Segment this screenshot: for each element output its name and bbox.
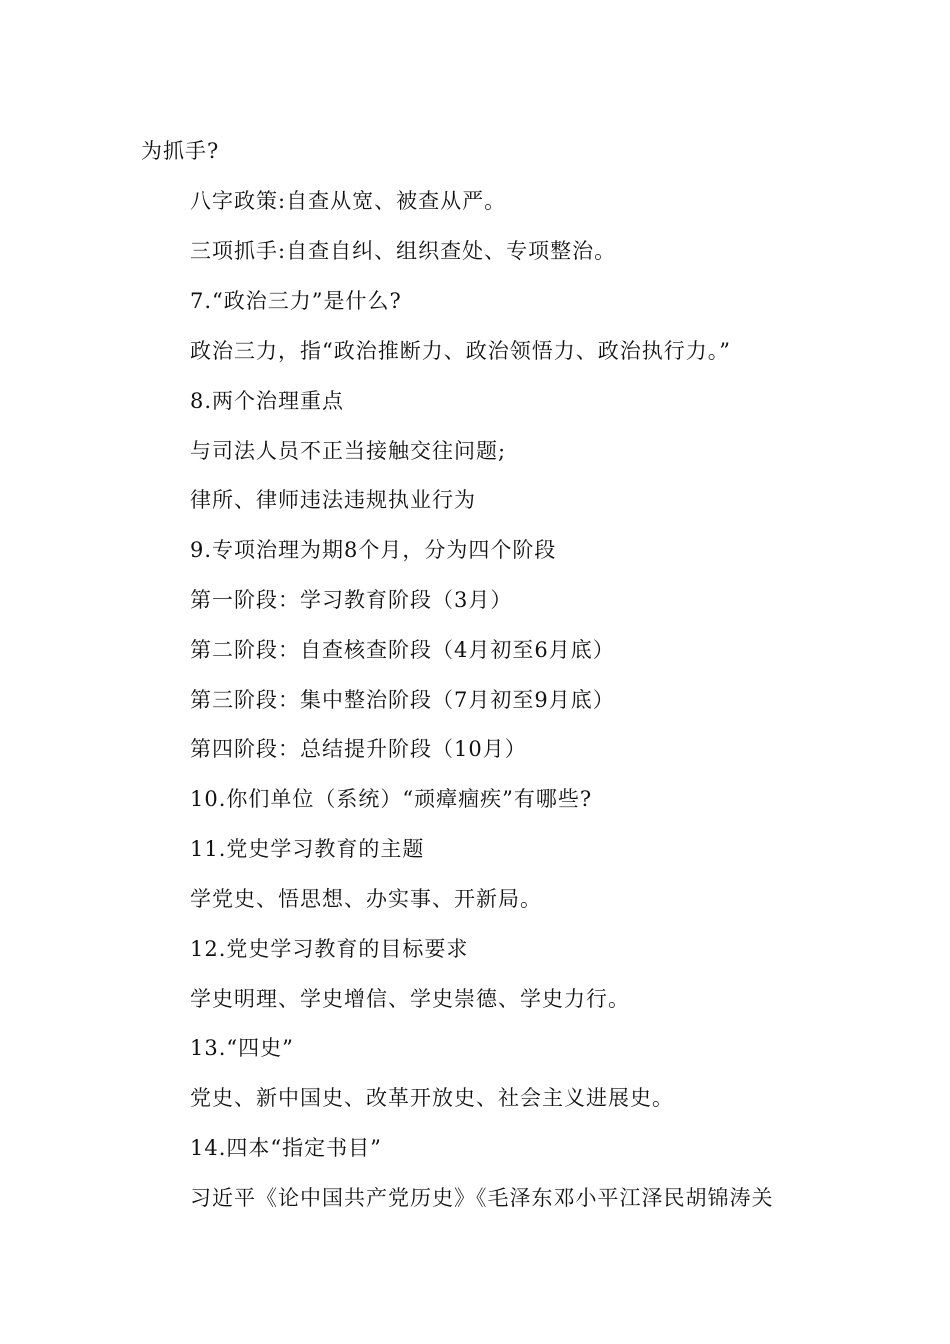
stage-2: 第二阶段：自查核查阶段（4月初至6月底） — [190, 638, 615, 662]
stage-1: 第一阶段：学习教育阶段（3月） — [190, 588, 513, 612]
question-10: 10.你们单位（系统）“顽瘴痼疾”有哪些? — [190, 787, 593, 811]
stage-3: 第三阶段：集中整治阶段（7月初至9月底） — [190, 688, 615, 712]
answer-8-item-2: 律所、律师违法违规执业行为 — [190, 488, 476, 512]
answer-11: 学党史、悟思想、办实事、开新局。 — [190, 887, 542, 911]
question-7: 7.“政治三力”是什么? — [190, 289, 402, 313]
answer-7: 政治三力，指“政治推断力、政治领悟力、政治执行力。” — [190, 339, 731, 363]
question-8: 8.两个治理重点 — [190, 389, 345, 413]
text-line-eight-word-policy: 八字政策:自查从宽、被查从严。 — [190, 189, 507, 213]
question-13: 13.“四史” — [190, 1036, 294, 1060]
question-14: 14.四本“指定书目” — [190, 1136, 382, 1160]
text-line-continuation: 为抓手? — [141, 139, 220, 163]
question-11: 11.党史学习教育的主题 — [190, 837, 425, 861]
answer-14-start: 习近平《论中国共产党历史》《毛泽东邓小平江泽民胡锦涛关 — [190, 1186, 774, 1210]
question-12: 12.党史学习教育的目标要求 — [190, 937, 469, 961]
answer-13: 党史、新中国史、改革开放史、社会主义进展史。 — [190, 1086, 674, 1110]
answer-8-item-1: 与司法人员不正当接触交往问题; — [190, 439, 507, 463]
question-9: 9.专项治理为期8个月，分为四个阶段 — [190, 538, 557, 562]
text-line-three-measures: 三项抓手:自查自纠、组织查处、专项整治。 — [190, 239, 617, 263]
stage-4: 第四阶段：总结提升阶段（10月） — [190, 737, 527, 761]
answer-12: 学史明理、学史增信、学史崇德、学史力行。 — [190, 987, 630, 1011]
